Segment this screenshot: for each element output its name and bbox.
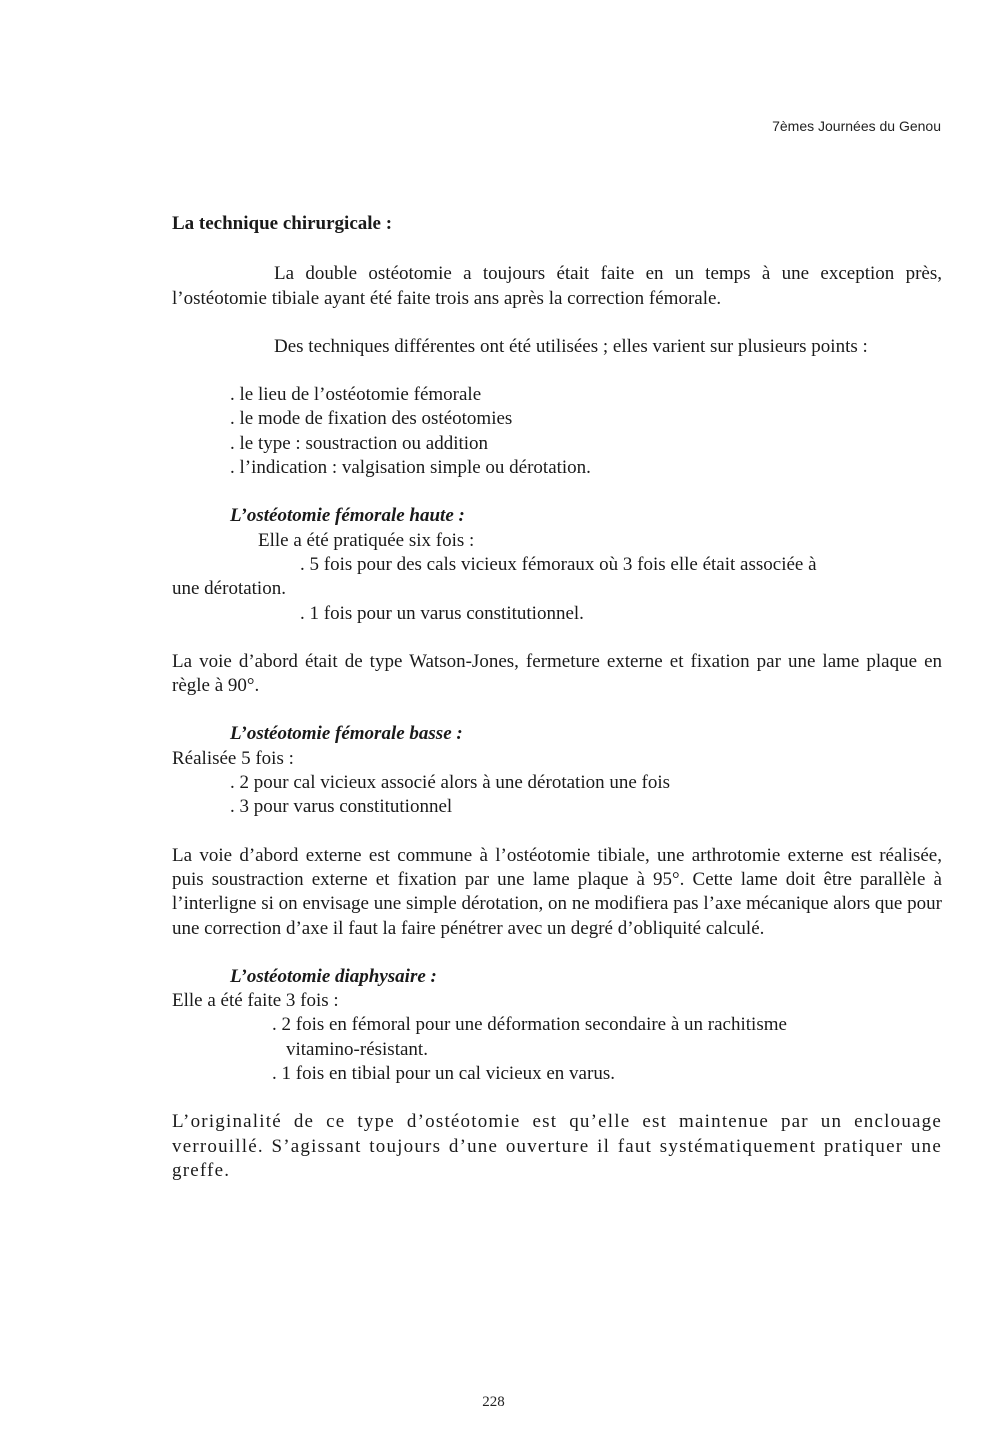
list-item: . le mode de fixation des ostéotomies xyxy=(230,408,513,430)
subheading-femorale-haute: L’ostéotomie fémorale haute : xyxy=(230,505,465,527)
haute-item-1-continuation: une dérotation. xyxy=(172,578,286,600)
section-title: La technique chirurgicale : xyxy=(172,213,393,234)
haute-item-2: . 1 fois pour un varus constitutionnel. xyxy=(300,602,584,624)
haute-item-1: . 5 fois pour des cals vicieux fémoraux où 3 fois elle était associée à xyxy=(300,553,817,575)
diaphysaire-item-1-continuation: vitamino-résistant. xyxy=(286,1038,428,1060)
haute-approach-paragraph: La voie d’abord était de type Watson-Jones, fermeture externe et fixation par une lame plaque en règle à 90°. xyxy=(172,650,942,697)
basse-lead: Réalisée 5 fois : xyxy=(172,747,294,769)
running-header: 7èmes Journées du Genou xyxy=(772,118,941,134)
subheading-diaphysaire: L’ostéotomie diaphysaire : xyxy=(230,965,437,987)
diaphysaire-item-2: . 1 fois en tibial pour un cal vicieux en varus. xyxy=(272,1063,615,1085)
intro-paragraph-2: Des techniques différentes ont été utilisées ; elles varient sur plusieurs points : xyxy=(274,335,868,357)
basse-items-list xyxy=(172,771,942,820)
page-body xyxy=(172,212,942,1183)
technique-points-list xyxy=(172,383,942,480)
basse-approach-paragraph: La voie d’abord externe est commune à l’ostéotomie tibiale, une arthrotomie externe est réalisée, puis soustraction externe et fixation par une lame plaque à 95°. Cette lame doit être parallèle à l’interligne si on envisage une simple dérotation, on ne modifiera pas l’axe mécanique alors que pour une correction d’axe il faut la faire pénétrer avec un degré d’obliquité calculé. xyxy=(172,844,942,939)
list-item: . 3 pour varus constitutionnel xyxy=(230,796,453,818)
diaphysaire-conclusion-paragraph: L’originalité de ce type d’ostéotomie est qu’elle est maintenue par un enclouage verrouillé. S’agissant toujours d’une ouverture il faut systématiquement pratiquer une greffe. xyxy=(172,1111,942,1181)
list-item: . 2 pour cal vicieux associé alors à une dérotation une fois xyxy=(230,772,671,794)
page-number: 228 xyxy=(482,1394,505,1410)
list-item: . le lieu de l’ostéotomie fémorale xyxy=(230,384,482,406)
diaphysaire-item-1: . 2 fois en fémoral pour une déformation secondaire à un rachitisme xyxy=(272,1014,787,1036)
list-item: . le type : soustraction ou addition xyxy=(230,432,489,454)
haute-lead: Elle a été pratiquée six fois : xyxy=(258,529,475,551)
diaphysaire-lead: Elle a été faite 3 fois : xyxy=(172,990,339,1012)
subheading-femorale-basse: L’ostéotomie fémorale basse : xyxy=(230,723,463,745)
intro-paragraph-1: La double ostéotomie a toujours était faite en un temps à une exception près, l’ostéotomie tibiale ayant été faite trois ans après la correction fémorale. xyxy=(172,263,942,309)
list-item: . l’indication : valgisation simple ou dérotation. xyxy=(230,457,591,479)
